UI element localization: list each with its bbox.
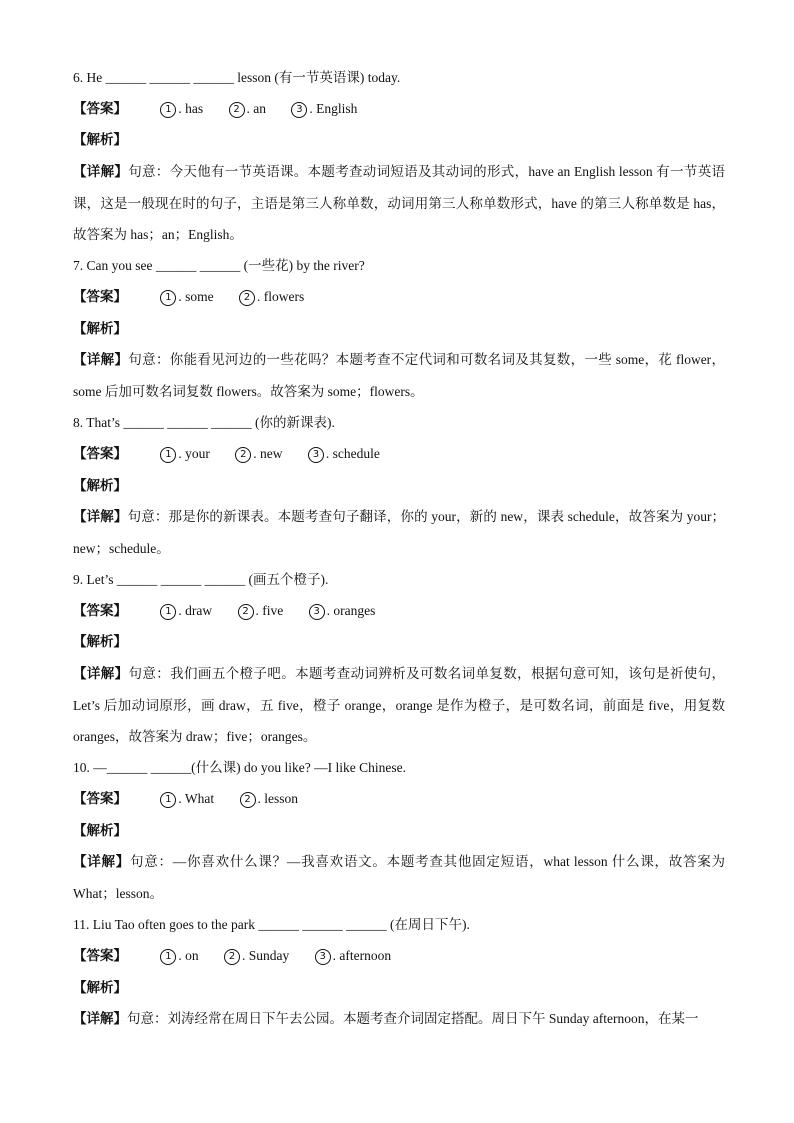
detail-row — [73, 658, 725, 753]
answer-text: . has — [178, 101, 204, 117]
answer-row — [73, 281, 725, 312]
answer-item — [160, 438, 210, 469]
answer-text: . lesson — [257, 791, 298, 807]
answer-text: . oranges — [326, 603, 376, 619]
detail-text: 句意：我们画五个橙子吧。本题考查动词辨析及可数名词单复数，根据句意可知，该句是祈使句，Let’s 后加动词原形，画 draw，五 five，橙子 orange，orange 是作为橙子，是可数名词，前面是 five，用复数 oranges，故答案为 draw；five；oranges。 — [73, 665, 726, 745]
question-stem: 10. —______ ______(什么课) do you like? —I like Chinese. — [73, 760, 406, 776]
answer-list — [160, 783, 320, 814]
answer-label: 【答案】 — [73, 603, 127, 620]
analysis-label: 【解析】 — [73, 634, 127, 651]
answer-item — [315, 940, 391, 971]
detail-text: 句意：那是你的新课表。本题考查句子翻译，你的 your，新的 new，课表 schedule，故答案为 your；new；schedule。 — [73, 508, 725, 556]
detail-row — [73, 156, 725, 251]
answer-item — [308, 438, 380, 469]
answer-text: . schedule — [325, 446, 380, 462]
answer-list — [160, 940, 413, 971]
circled-number: 2 — [224, 949, 240, 965]
answer-text: . new — [253, 446, 283, 462]
answer-text: . afternoon — [332, 948, 392, 964]
circled-number: 1 — [160, 102, 176, 118]
answer-item — [240, 783, 299, 814]
answer-item — [229, 93, 267, 124]
circled-number: 3 — [308, 447, 324, 463]
answer-item — [160, 281, 213, 312]
answer-list — [160, 93, 379, 124]
analysis-row — [73, 972, 725, 1003]
answer-text: . some — [178, 289, 214, 305]
circled-number: 1 — [160, 447, 176, 463]
answer-text: . What — [178, 791, 215, 807]
answer-item — [160, 93, 203, 124]
circled-number: 2 — [240, 792, 256, 808]
detail-label: 【详解】 — [73, 351, 129, 368]
circled-number: 2 — [238, 604, 254, 620]
question-stem: 6. He ______ ______ ______ lesson (有一节英语课) today. — [73, 70, 401, 85]
answer-text: . an — [246, 101, 266, 117]
analysis-label: 【解析】 — [73, 132, 127, 149]
detail-row — [73, 501, 725, 564]
answer-item — [160, 595, 212, 626]
question-stem: 11. Liu Tao often goes to the park ______ ______ ______ (在周日下午). — [73, 917, 470, 933]
circled-number: 1 — [160, 290, 176, 306]
answer-row — [73, 940, 725, 971]
answer-item — [224, 940, 289, 971]
answer-item — [160, 940, 198, 971]
circled-number: 2 — [229, 102, 245, 118]
answer-text: . Sunday — [242, 948, 290, 964]
question-stem: 8. That’s ______ ______ ______ (你的新课表). — [73, 415, 335, 431]
detail-label: 【详解】 — [73, 1010, 127, 1027]
detail-label: 【详解】 — [73, 665, 129, 682]
answer-item — [160, 783, 214, 814]
answer-text: . on — [178, 948, 199, 964]
answer-text: . draw — [178, 603, 213, 619]
answer-text: . your — [178, 446, 210, 462]
circled-number: 3 — [291, 102, 307, 118]
circled-number: 1 — [160, 949, 176, 965]
circled-number: 1 — [160, 792, 176, 808]
detail-text: 句意：今天他有一节英语课。本题考查动词短语及其动词的形式，have an English lesson 有一节英语课，这是一般现在时的句子，主语是第三人称单数，动词用第三人称单数形式，have 的第三人称单数是 has，故答案为 has；an；English。 — [73, 163, 725, 242]
answer-list — [160, 438, 401, 469]
detail-row — [73, 846, 725, 909]
answer-list — [160, 595, 397, 626]
answer-item — [239, 281, 304, 312]
detail-row — [73, 344, 725, 407]
analysis-label: 【解析】 — [73, 979, 127, 996]
question-stem: 7. Can you see ______ ______ (一些花) by the river? — [73, 258, 365, 274]
detail-text: 句意：—你喜欢什么课？—我喜欢语文。本题考查其他固定短语，what lesson 什么课，故答案为 What；lesson。 — [73, 853, 725, 902]
answer-label: 【答案】 — [73, 101, 127, 118]
question-stem: 9. Let’s ______ ______ ______ (画五个橙子). — [73, 572, 329, 588]
analysis-row — [73, 815, 725, 846]
answer-label: 【答案】 — [73, 446, 127, 463]
detail-text: 句意：刘涛经常在周日下午去公园。本题考查介词固定搭配。周日下午 Sunday afternoon，在某一 — [127, 1010, 699, 1026]
answer-label: 【答案】 — [73, 948, 127, 965]
answer-label: 【答案】 — [73, 289, 127, 306]
answer-row — [73, 93, 725, 124]
answer-row — [73, 595, 725, 626]
detail-label: 【详解】 — [73, 853, 131, 870]
analysis-row — [73, 470, 725, 501]
answer-list — [160, 281, 326, 312]
answer-text: . flowers — [257, 289, 305, 305]
answer-text: . English — [309, 101, 358, 117]
answer-item — [238, 595, 284, 626]
answer-row — [73, 783, 725, 814]
answer-label: 【答案】 — [73, 791, 127, 808]
answer-item — [235, 438, 282, 469]
analysis-label: 【解析】 — [73, 320, 127, 337]
circled-number: 3 — [315, 949, 331, 965]
document-page — [73, 62, 725, 1035]
circled-number: 2 — [235, 447, 251, 463]
detail-row — [73, 1003, 725, 1035]
answer-text: . five — [255, 603, 284, 619]
analysis-label: 【解析】 — [73, 822, 127, 839]
circled-number: 1 — [160, 604, 176, 620]
detail-label: 【详解】 — [73, 163, 129, 180]
detail-text: 句意：你能看见河边的一些花吗？本题考查不定代词和可数名词及其复数，一些 some，花 flower，some 后加可数名词复数 flowers。故答案为 some；flowers。 — [73, 351, 726, 399]
answer-item — [291, 93, 357, 124]
analysis-label: 【解析】 — [73, 477, 127, 494]
circled-number: 2 — [239, 290, 255, 306]
circled-number: 3 — [309, 604, 325, 620]
detail-label: 【详解】 — [73, 508, 128, 525]
analysis-row — [73, 313, 725, 344]
analysis-row — [73, 626, 725, 657]
answer-item — [309, 595, 376, 626]
analysis-row — [73, 124, 725, 155]
answer-row — [73, 438, 725, 469]
